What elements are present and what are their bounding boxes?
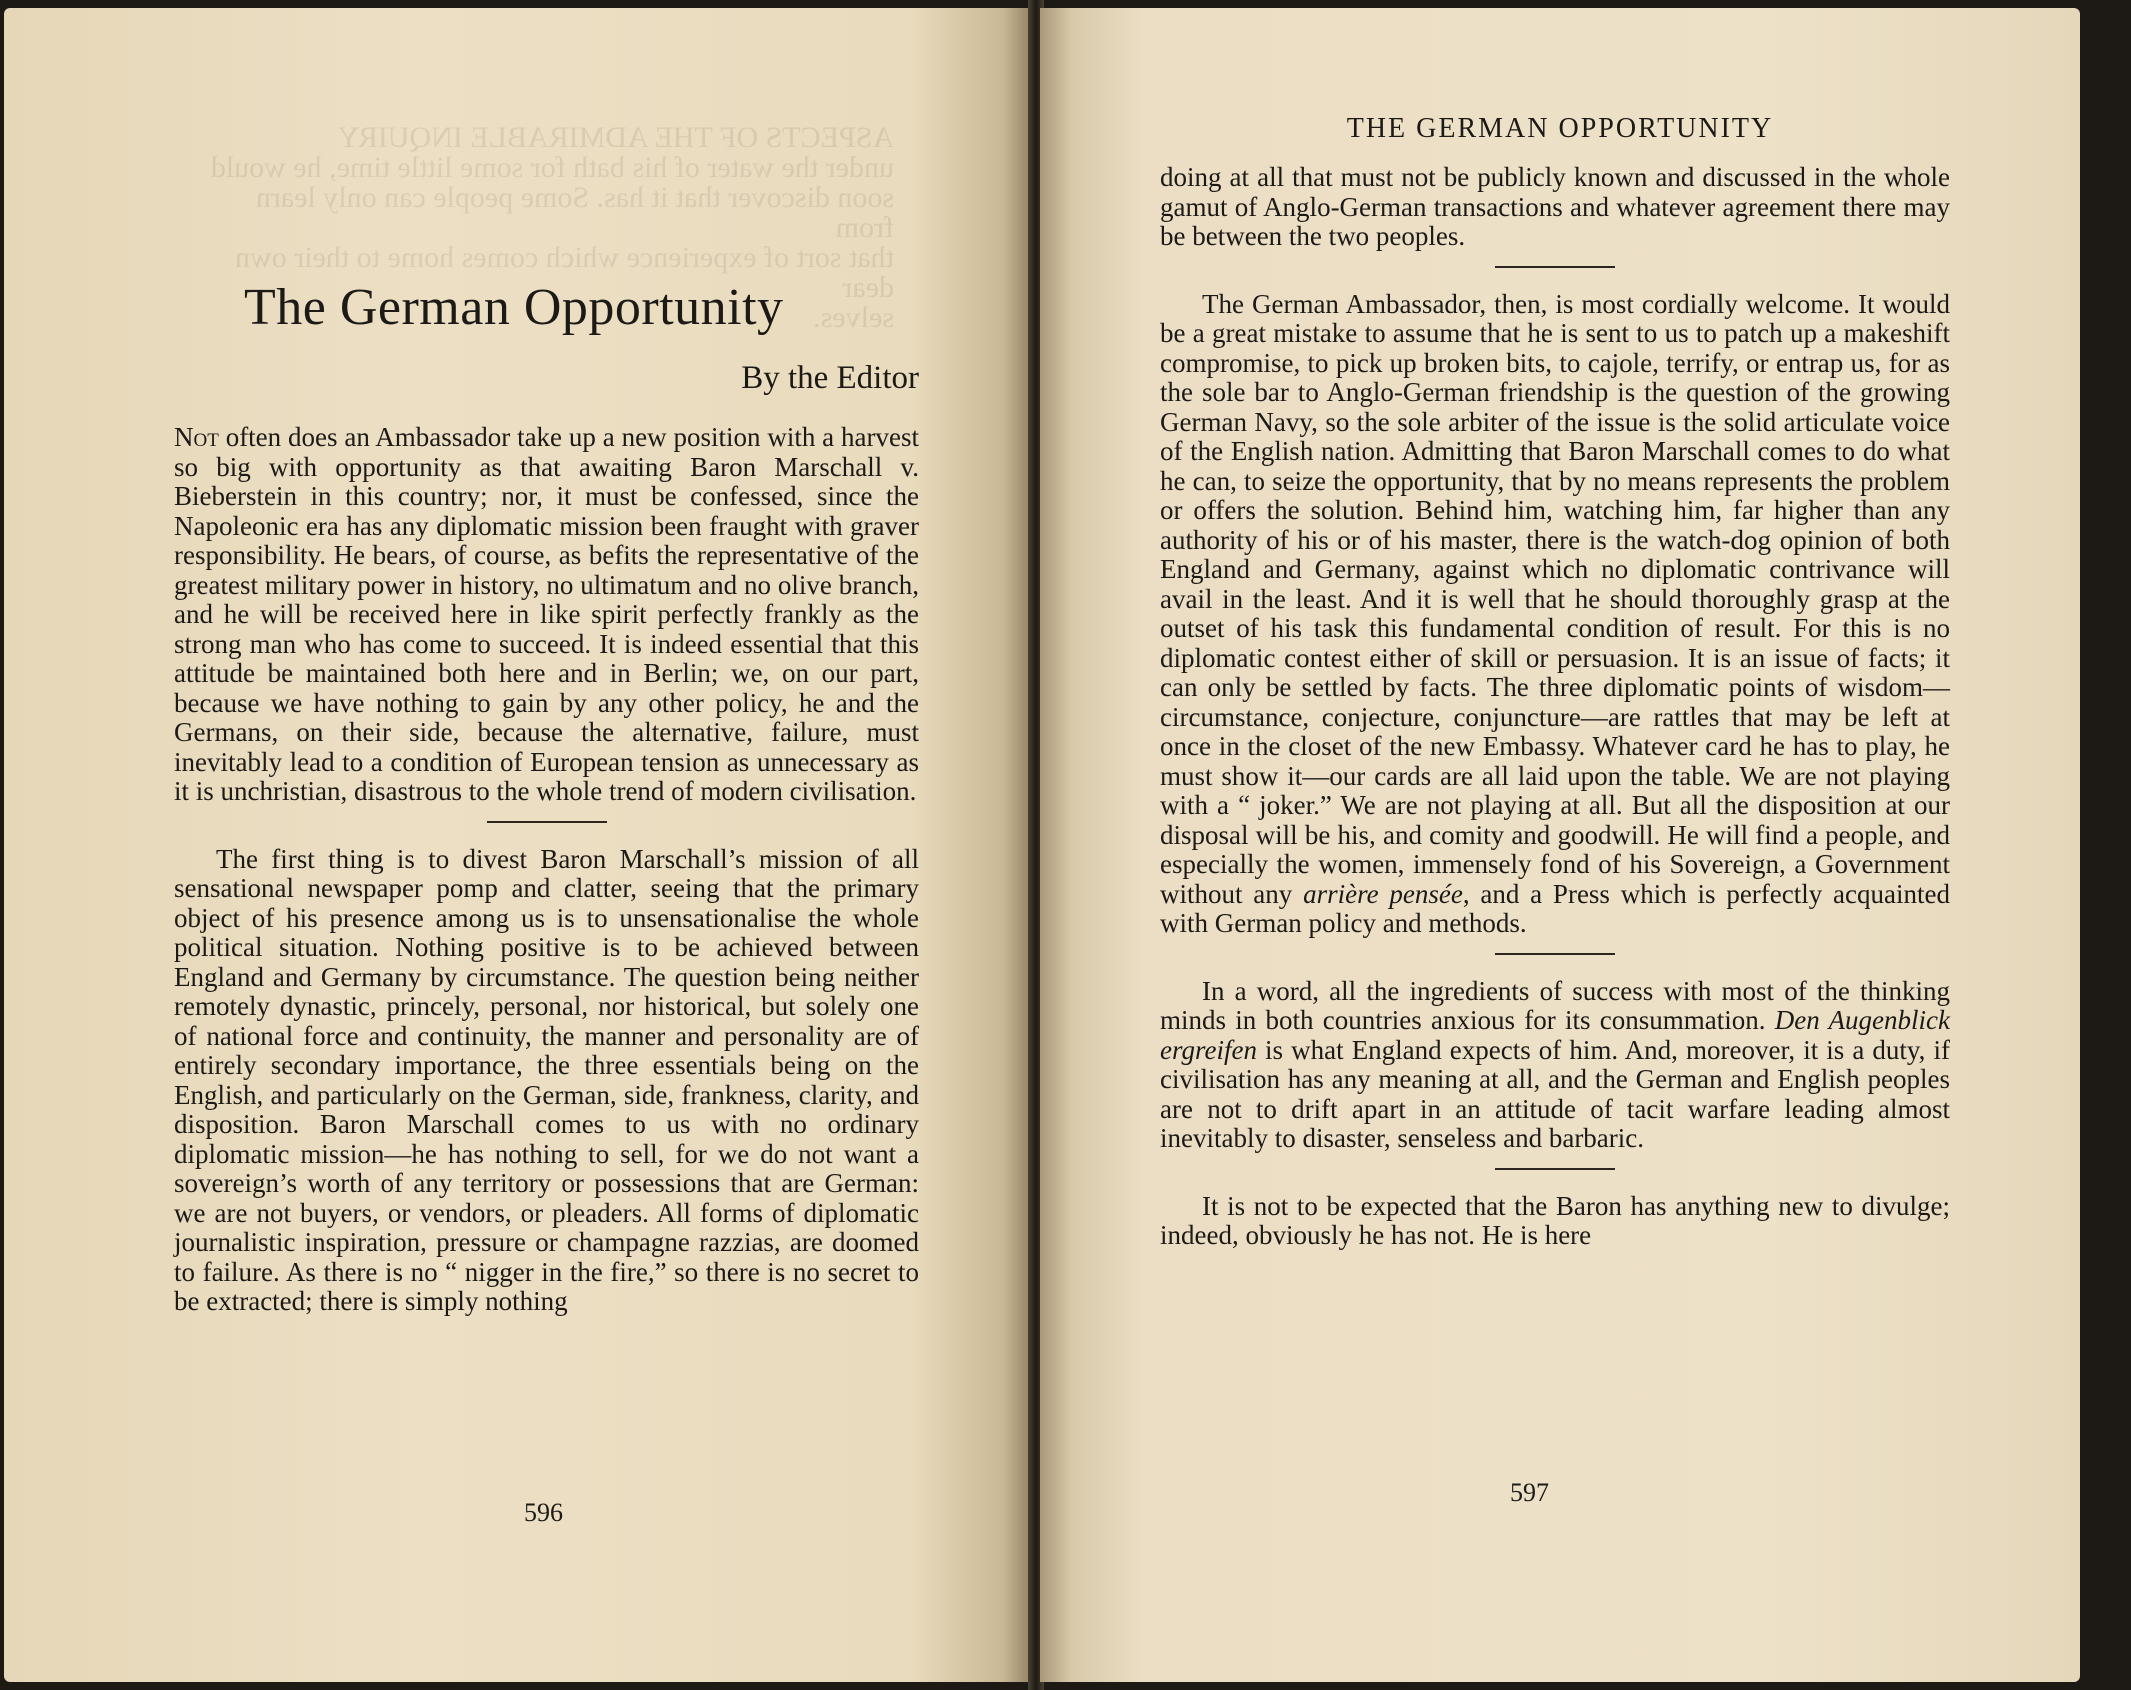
- right-page: [1040, 8, 2080, 1682]
- paragraph: [1160, 290, 1950, 939]
- paragraph: [1160, 977, 1950, 1154]
- section-divider: [1495, 266, 1615, 268]
- byline: By the Editor: [741, 360, 919, 396]
- paragraph: It is not to be expected that the Baron has anything new to divulge; indeed, obviously he has not. He is here: [1160, 1190, 1950, 1250]
- article-title: The German Opportunity: [244, 279, 784, 336]
- bleed-through-text: ASPECTS OF THE ADMIRABLE INQUIRY under the water of his bath for some little time, he would soon discover that it has. Some people can only learn from that sort of experience which comes home to their own dear selves.: [210, 121, 894, 334]
- paragraph: doing at all that must not be publicly known and discussed in the whole gamut of Anglo-German transactions and whatever agreement there may be between the two peoples.: [1160, 162, 1950, 251]
- section-divider: [487, 821, 607, 823]
- paragraph: [174, 423, 919, 807]
- italic-phrase: Den Augenblick ergreifen: [1160, 1005, 1950, 1065]
- paragraph: The first thing is to divest Baron Marschall’s mission of all sensational newspaper pomp and clatter, seeing that the primary object of his presence among us is to unsensationalise the whole political situation. Nothing positive is to be achieved between England and Germany by circumstance. The question being neither remotely dynastic, princely, personal, nor historical, but solely one of national force and continuity, the manner and personality are of entirely secondary importance, the three essentials being on the English, and particularly on the German, side, frankness, clarity, and disposition. Baron Marschall comes to us with no ordinary diplomatic mission—he has nothing to sell, for we do not want a sovereign’s worth of any territory or possessions that are German: we are not buyers, or vendors, or pleaders. All forms of diplomatic journalistic inspiration, pressure or champagne razzias, are doomed to failure. As there is no “ nigger in the fire,” so there is no secret to be extracted; there is simply nothing: [174, 843, 919, 1316]
- drop-lead: Not: [174, 422, 219, 452]
- paragraph-text: , and a Press which is perfectly acquainted with German policy and methods.: [1160, 878, 1950, 938]
- running-head: THE GERMAN OPPORTUNITY: [1346, 113, 1774, 144]
- section-divider: [1495, 953, 1615, 955]
- paragraph-text: The German Ambassador, then, is most cordially welcome. It would be a great mistake to assume that he is sent to us to patch up a makeshift compromise, to pick up broken bits, to cajole, terrify, or entrap us, for as the sole bar to Anglo-German friendship is the question of the growing German Navy, so the sole arbiter of the issue is the solid articulate voice of the English nation. Admitting that Baron Marschall comes to do what he can, to seize the opportunity, that by no means represents the problem or offers the solution. Behind him, watching him, far higher than any authority of his or of his master, there is the watch-dog opinion of both England and Germany, against which no diplomatic contrivance will avail in the least. And it is well that he should thoroughly grasp at the outset of his task this fundamental condition of result. For this is no diplomatic contest either of skill or persuasion. It is an issue of facts; it can only be settled by facts. The three diplomatic points of wisdom—circumstance, conjecture, conjuncture—are rattles that may be left at once in the closet of the new Embassy. Whatever card he has to play, he must show it—our cards are all laid upon the table. We are not playing with a “ joker.” We are not playing at all. But all the disposition at our disposal will be his, and comity and goodwill. He will find a people, and especially the women, immensely fond of his Sovereign, a Government without any: [1160, 288, 1950, 909]
- paragraph-text: In a word, all the ingredients of success with most of the thinking minds in both countries anxious for its consummation.: [1160, 975, 1950, 1035]
- italic-phrase: arrière pensée: [1303, 878, 1463, 909]
- paragraph-text: often does an Ambassador take up a new position with a harvest so big with opportunity as that awaiting Baron Marschall v. Bieberstein in this country; nor, it must be confessed, since the Napoleonic era has any diplomatic mission been fraught with graver responsibility. He bears, of course, as befits the representative of the greatest military power in history, no ultimatum and no olive branch, and he will be received here in like spirit perfectly frankly as the strong man who has come to succeed. It is indeed essential that this attitude be maintained both here and in Berlin; we, on our part, because we have nothing to gain by any other policy, he and the Germans, on their side, because the alternative, failure, must inevitably lead to a condition of European tension as unnecessary as it is unchristian, disastrous to the whole trend of modern civilisation.: [174, 422, 919, 806]
- left-page: [4, 8, 1034, 1682]
- page-number: 597: [1510, 1478, 1549, 1507]
- paragraph-text: is what England expects of him. And, moreover, it is a duty, if civilisation has any meaning at all, and the German and English peoples are not to drift apart in an attitude of tacit warfare leading almost inevitably to disaster, senseless and barbaric.: [1160, 1034, 1950, 1153]
- page-number: 596: [524, 1498, 563, 1527]
- section-divider: [1495, 1168, 1615, 1170]
- article-body-left: [174, 278, 919, 1317]
- article-body-right: [1160, 163, 1950, 1251]
